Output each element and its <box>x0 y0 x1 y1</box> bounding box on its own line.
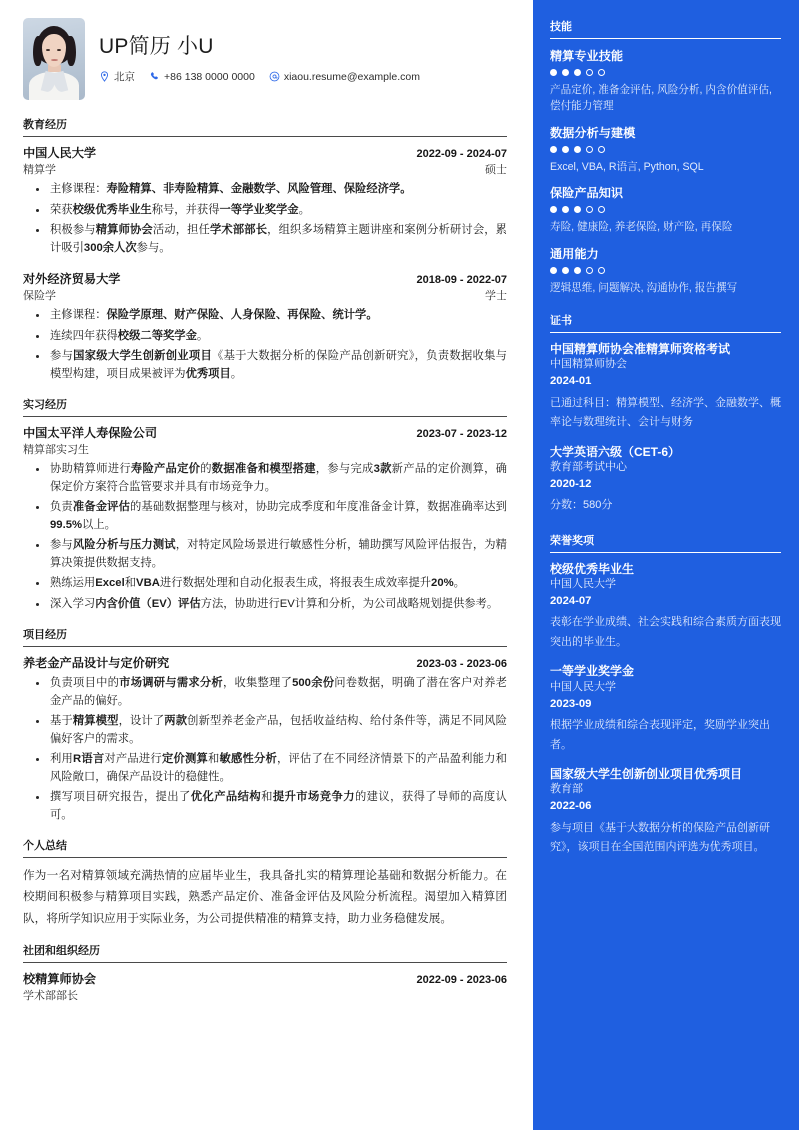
skill-name: 保险产品知识 <box>550 186 624 201</box>
skill-rating-dots <box>550 206 781 213</box>
skill-group <box>550 245 781 296</box>
rating-dot <box>598 69 605 76</box>
list-item: 荣获校级优秀毕业生称号，并获得一等学业奖学金。 <box>23 202 507 220</box>
rating-dot <box>598 267 605 274</box>
profile-header <box>23 18 507 100</box>
honor-desc: 根据学业成绩和综合表现评定，奖励学业突出者。 <box>550 718 770 751</box>
rating-dot <box>562 146 569 153</box>
list-item: 连续四年获得校级二等奖学金。 <box>23 328 507 346</box>
education-major: 精算学 <box>23 164 56 176</box>
skill-rating-dots <box>550 146 781 153</box>
list-item: 主修课程：保险学原理、财产保险、人身保险、再保险、统计学。 <box>23 307 507 325</box>
internship-entry <box>23 424 507 613</box>
project-date: 2023-03 - 2023-06 <box>416 658 507 670</box>
skill-rating-dots <box>550 267 781 274</box>
contact-location <box>99 69 135 84</box>
project-title: 养老金产品设计与定价研究 <box>23 656 170 670</box>
rating-dot <box>574 206 581 213</box>
rating-dot <box>598 146 605 153</box>
contact-location-text: 北京 <box>114 71 135 83</box>
email-at-icon <box>269 71 280 82</box>
contact-email <box>269 71 420 83</box>
rating-dot <box>562 69 569 76</box>
honor-org: 中国人民大学 <box>550 577 616 590</box>
rating-dot <box>586 69 593 76</box>
rating-dot <box>586 267 593 274</box>
contact-phone <box>149 71 255 83</box>
internship-bullets <box>23 461 507 613</box>
skill-rating-dots <box>550 69 781 76</box>
summary-paragraph: 作为一名对精算领域充满热情的应届毕业生，我具备扎实的精算理论基础和数据分析能力。在校期间积极参与精算项目实践，熟悉产品定价、准备金评估及风险分析流程。渴望加入精算团队，将所学知识应用于实际业务，为公司提供精准的精算支持，助力业务稳健发展。 <box>23 869 507 925</box>
contact-phone-text: +86 138 0000 0000 <box>164 70 255 83</box>
skill-name: 通用能力 <box>550 246 599 261</box>
honor-org: 教育部 <box>550 783 583 796</box>
certificate-org: 中国精算师协会 <box>550 358 627 371</box>
honor-desc: 表彰在学业成绩、社会实践和综合素质方面表现突出的毕业生。 <box>550 616 781 648</box>
list-item: 负责准备金评估的基础数据整理与核对，协助完成季度和年度准备金计算，数据准确率达到99.5%以上。 <box>23 499 507 534</box>
skill-name: 数据分析与建模 <box>550 125 636 140</box>
section-heading-project: 项目经历 <box>23 626 507 647</box>
rating-dot <box>550 267 557 274</box>
list-item: 主修课程：寿险精算、非寿险精算、金融数学、风险管理、保险经济学。 <box>23 181 507 199</box>
sidebar-heading-skills: 技能 <box>550 18 781 39</box>
rating-dot <box>586 146 593 153</box>
rating-dot <box>574 146 581 153</box>
project-bullets <box>23 675 507 824</box>
list-item: 参与风险分析与压力测试，对特定风险场景进行敏感性分析，辅助撰写风险评估报告，为精算决策提供数据支持。 <box>23 537 507 572</box>
honor-org: 中国人民大学 <box>550 680 616 693</box>
list-item: 负责项目中的市场调研与需求分析，收集整理了500余份问卷数据，明确了潜在客户对养老金产品的偏好。 <box>23 675 507 710</box>
honor-title: 国家级大学生创新创业项目优秀项目 <box>550 767 743 782</box>
rating-dot <box>550 69 557 76</box>
sidebar <box>533 0 799 1130</box>
honor-date: 2023-09 <box>550 697 592 710</box>
internship-role: 精算部实习生 <box>23 444 89 456</box>
certificate-date: 2024-01 <box>550 375 592 388</box>
sidebar-heading-certificates: 证书 <box>550 312 781 333</box>
skill-group <box>550 184 781 235</box>
skill-items: 逻辑思维, 问题解决, 沟通协作, 报告撰写 <box>550 281 738 294</box>
location-pin-icon <box>99 71 110 82</box>
honor-date: 2022-06 <box>550 800 592 813</box>
page-title: UP简历 小U <box>99 35 214 58</box>
education-degree: 学士 <box>485 290 507 302</box>
rating-dot <box>550 206 557 213</box>
list-item: 基于精算模型，设计了两款创新型养老金产品，包括收益结构、给付条件等，满足不同风险偏好客户的需求。 <box>23 713 507 748</box>
certificate-org: 教育部考试中心 <box>550 460 627 473</box>
sidebar-heading-honors: 荣誉奖项 <box>550 532 781 553</box>
education-entry <box>23 270 507 383</box>
rating-dot <box>550 146 557 153</box>
skill-items: 产品定价, 准备金评估, 风险分析, 内含价值评估, 偿付能力管理 <box>550 84 772 113</box>
certificate-item <box>550 341 781 433</box>
list-item: 利用R语言对产品进行定价测算和敏感性分析，评估了在不同经济情景下的产品盈利能力和风险敞口，确保产品设计的稳健性。 <box>23 751 507 786</box>
list-item: 深入学习内含价值（EV）评估方法，协助进行EV计算和分析，为公司战略规划提供参考。 <box>23 596 507 614</box>
skill-name: 精算专业技能 <box>550 49 624 63</box>
honor-title: 一等学业奖学金 <box>550 664 635 679</box>
education-school: 对外经济贸易大学 <box>23 272 121 286</box>
rating-dot <box>586 206 593 213</box>
certificate-title: 中国精算师协会准精算师资格考试 <box>550 342 731 357</box>
education-entry <box>23 144 507 257</box>
education-major: 保险学 <box>23 290 56 302</box>
list-item: 参与国家级大学生创新创业项目《基于大数据分析的保险产品创新研究》，负责数据收集与模型构建，项目成果被评为优秀项目。 <box>23 348 507 383</box>
education-bullets <box>23 181 507 257</box>
avatar <box>23 18 85 100</box>
club-entry <box>23 970 507 1003</box>
certificate-item <box>550 444 781 516</box>
contact-list <box>99 69 420 84</box>
honor-title: 校级优秀毕业生 <box>550 561 635 576</box>
skill-items: Excel, VBA, R语言, Python, SQL <box>550 160 704 173</box>
contact-email-text: xiaou.resume@example.com <box>283 70 420 83</box>
section-heading-summary: 个人总结 <box>23 837 507 858</box>
honor-item <box>550 663 781 755</box>
rating-dot <box>562 267 569 274</box>
section-heading-education: 教育经历 <box>23 116 507 137</box>
skill-group <box>550 47 781 115</box>
education-degree: 硕士 <box>485 164 507 176</box>
list-item: 协助精算师进行寿险产品定价的数据准备和模型搭建，参与完成3款新产品的定价测算，确保定价方案符合监管要求并具有市场竞争力。 <box>23 461 507 496</box>
honor-item <box>550 561 781 653</box>
section-heading-internship: 实习经历 <box>23 396 507 417</box>
certificate-desc: 已通过科目：精算模型、经济学、金融数学、概率论与数理统计、会计与财务 <box>550 396 781 429</box>
list-item: 撰写项目研究报告，提出了优化产品结构和提升市场竞争力的建议，获得了导师的高度认可。 <box>23 789 507 824</box>
rating-dot <box>598 206 605 213</box>
list-item: 积极参与精算师协会活动，担任学术部部长，组织多场精算主题讲座和案例分析研讨会，累计吸引300余人次参与。 <box>23 222 507 257</box>
honor-date: 2024-07 <box>550 594 592 607</box>
skill-group <box>550 124 781 175</box>
rating-dot <box>574 69 581 76</box>
internship-date: 2023-07 - 2023-12 <box>416 428 507 440</box>
education-bullets <box>23 307 507 383</box>
skill-items: 寿险, 健康险, 养老保险, 财产险, 再保险 <box>550 221 733 234</box>
education-school: 中国人民大学 <box>23 146 97 160</box>
rating-dot <box>574 267 581 274</box>
phone-icon <box>149 71 160 82</box>
certificate-title: 大学英语六级（CET-6） <box>550 444 681 459</box>
internship-company: 中国太平洋人寿保险公司 <box>23 426 158 440</box>
education-date: 2022-09 - 2024-07 <box>416 148 507 160</box>
certificate-desc: 分数：580分 <box>550 499 613 512</box>
education-date: 2018-09 - 2022-07 <box>416 274 507 286</box>
club-role: 学术部部长 <box>23 990 78 1003</box>
section-heading-club: 社团和组织经历 <box>23 942 507 963</box>
rating-dot <box>562 206 569 213</box>
club-date: 2022-09 - 2023-06 <box>416 974 507 987</box>
certificate-date: 2020-12 <box>550 477 592 490</box>
honor-desc: 参与项目《基于大数据分析的保险产品创新研究》，该项目在全国范围内评选为优秀项目。 <box>550 821 770 854</box>
project-entry <box>23 654 507 824</box>
club-org: 校精算师协会 <box>23 972 97 987</box>
honor-item <box>550 766 781 858</box>
list-item: 熟练运用Excel和VBA进行数据处理和自动化报表生成，将报表生成效率提升20%。 <box>23 575 507 593</box>
